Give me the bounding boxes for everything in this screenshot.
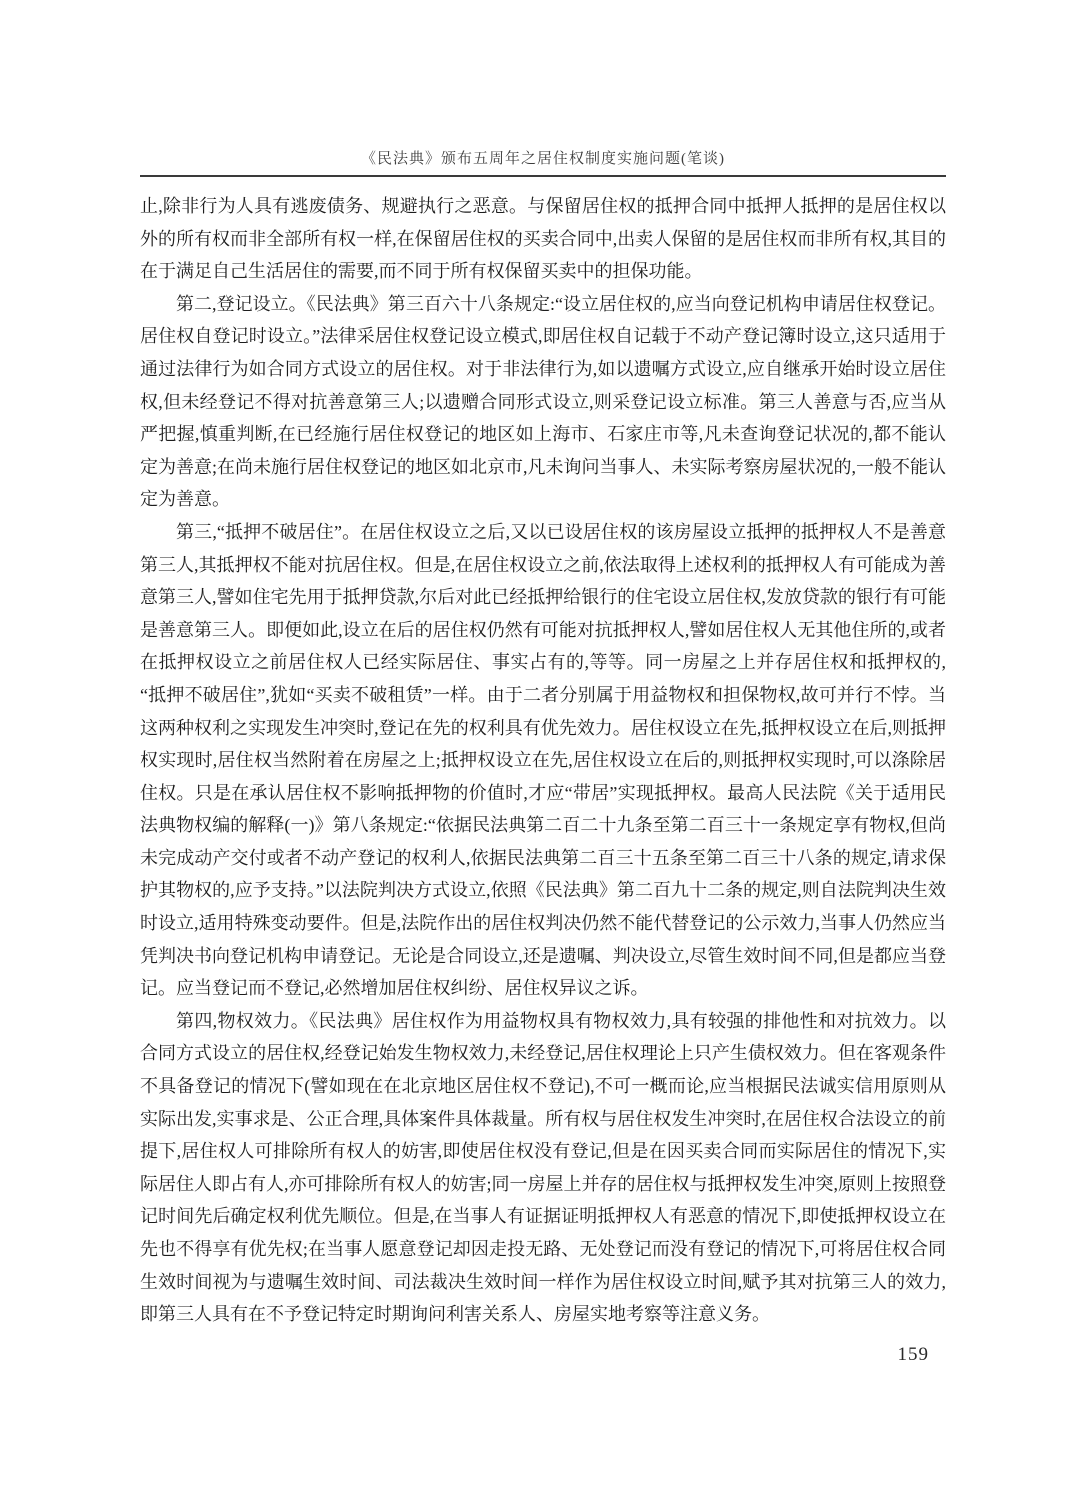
running-head-title: 《民法典》颁布五周年之居住权制度实施问题(笔谈) [361,151,725,167]
page-number: 159 [897,1343,929,1365]
paragraph: 第四,物权效力。《民法典》居住权作为用益物权具有物权效力,具有较强的排他性和对抗效力。以合同方式设立的居住权,经登记始发生物权效力,未经登记,居住权理论上只产生债权效力。但在客观条件不具备登记的情况下(譬如现在在北京地区居住权不登记),不可一概而论,应当根据民法诚实信用原则从实际出发,实事求是、公正合理,具体案件具体裁量。所有权与居住权发生冲突时,在居住权合法设立的前提下,居住权人可排除所有权人的妨害,即使居住权没有登记,但是在因买卖合同而实际居住的情况下,实际居住人即占有人,亦可排除所有权人的妨害;同一房屋上并存的居住权与抵押权发生冲突,原则上按照登记时间先后确定权利优先顺位。但是,在当事人有证据证明抵押权人有恶意的情况下,即使抵押权设立在先也不得享有优先权;在当事人愿意登记却因走投无路、无处登记而没有登记的情况下,可将居住权合同生效时间视为与遗嘱生效时间、司法裁决生效时间一样作为居住权设立时间,赋予其对抗第三人的效力,即第三人具有在不予登记特定时期询问利害关系人、房屋实地考察等注意义务。 [140,1010,946,1325]
paragraph: 第二,登记设立。《民法典》第三百六十八条规定:“设立居住权的,应当向登记机构申请居住权登记。居住权自登记时设立。”法律采居住权登记设立模式,即居住权自记载于不动产登记簿时设立,这只适用于通过法律行为如合同方式设立的居住权。对于非法律行为,如以遗嘱方式设立,应自继承开始时设立居住权,但未经登记不得对抗善意第三人;以遗赠合同形式设立,则采登记设立标准。第三人善意与否,应当从严把握,慎重判断,在已经施行居住权登记的地区如上海市、石家庄市等,凡未查询登记状况的,都不能认定为善意;在尚未施行居住权登记的地区如北京市,凡未询问当事人、未实际考察房屋状况的,一般不能认定为善意。 [140,293,946,510]
article-body [140,190,946,1331]
header-rule [140,175,946,177]
paragraph: 止,除非行为人具有逃废债务、规避执行之恶意。与保留居住权的抵押合同中抵押人抵押的是居住权以外的所有权而非全部所有权一样,在保留居住权的买卖合同中,出卖人保留的是居住权而非所有权,其目的在于满足自己生活居住的需要,而不同于所有权保留买卖中的担保功能。 [140,196,946,282]
paragraph: 第三,“抵押不破居住”。在居住权设立之后,又以已设居住权的该房屋设立抵押的抵押权人不是善意第三人,其抵押权不能对抗居住权。但是,在居住权设立之前,依法取得上述权利的抵押权人有可能成为善意第三人,譬如住宅先用于抵押贷款,尔后对此已经抵押给银行的住宅设立居住权,发放贷款的银行有可能是善意第三人。即便如此,设立在后的居住权仍然有可能对抗抵押权人,譬如居住权人无其他住所的,或者在抵押权设立之前居住权人已经实际居住、事实占有的,等等。同一房屋之上并存居住权和抵押权的,“抵押不破居住”,犹如“买卖不破租赁”一样。由于二者分别属于用益物权和担保物权,故可并行不悖。当这两种权利之实现发生冲突时,登记在先的权利具有优先效力。居住权设立在先,抵押权设立在后,则抵押权实现时,居住权当然附着在房屋之上;抵押权设立在先,居住权设立在后的,则抵押权实现时,可以涤除居住权。只是在承认居住权不影响抵押物的价值时,才应“带居”实现抵押权。最高人民法院《关于适用民法典物权编的解释(一)》第八条规定:“依据民法典第二百二十九条至第二百三十一条规定享有物权,但尚未完成动产交付或者不动产登记的权利人,依据民法典第二百三十五条至第二百三十八条的规定,请求保护其物权的,应予支持。”以法院判决方式设立,依照《民法典》第二百九十二条的规定,则自法院判决生效时设立,适用特殊变动要件。但是,法院作出的居住权判决仍然不能代替登记的公示效力,当事人仍然应当凭判决书向登记机构申请登记。无论是合同设立,还是遗嘱、判决设立,尽管生效时间不同,但是都应当登记。应当登记而不登记,必然增加居住权纠纷、居住权异议之诉。 [140,521,946,999]
text-block [140,0,946,1366]
